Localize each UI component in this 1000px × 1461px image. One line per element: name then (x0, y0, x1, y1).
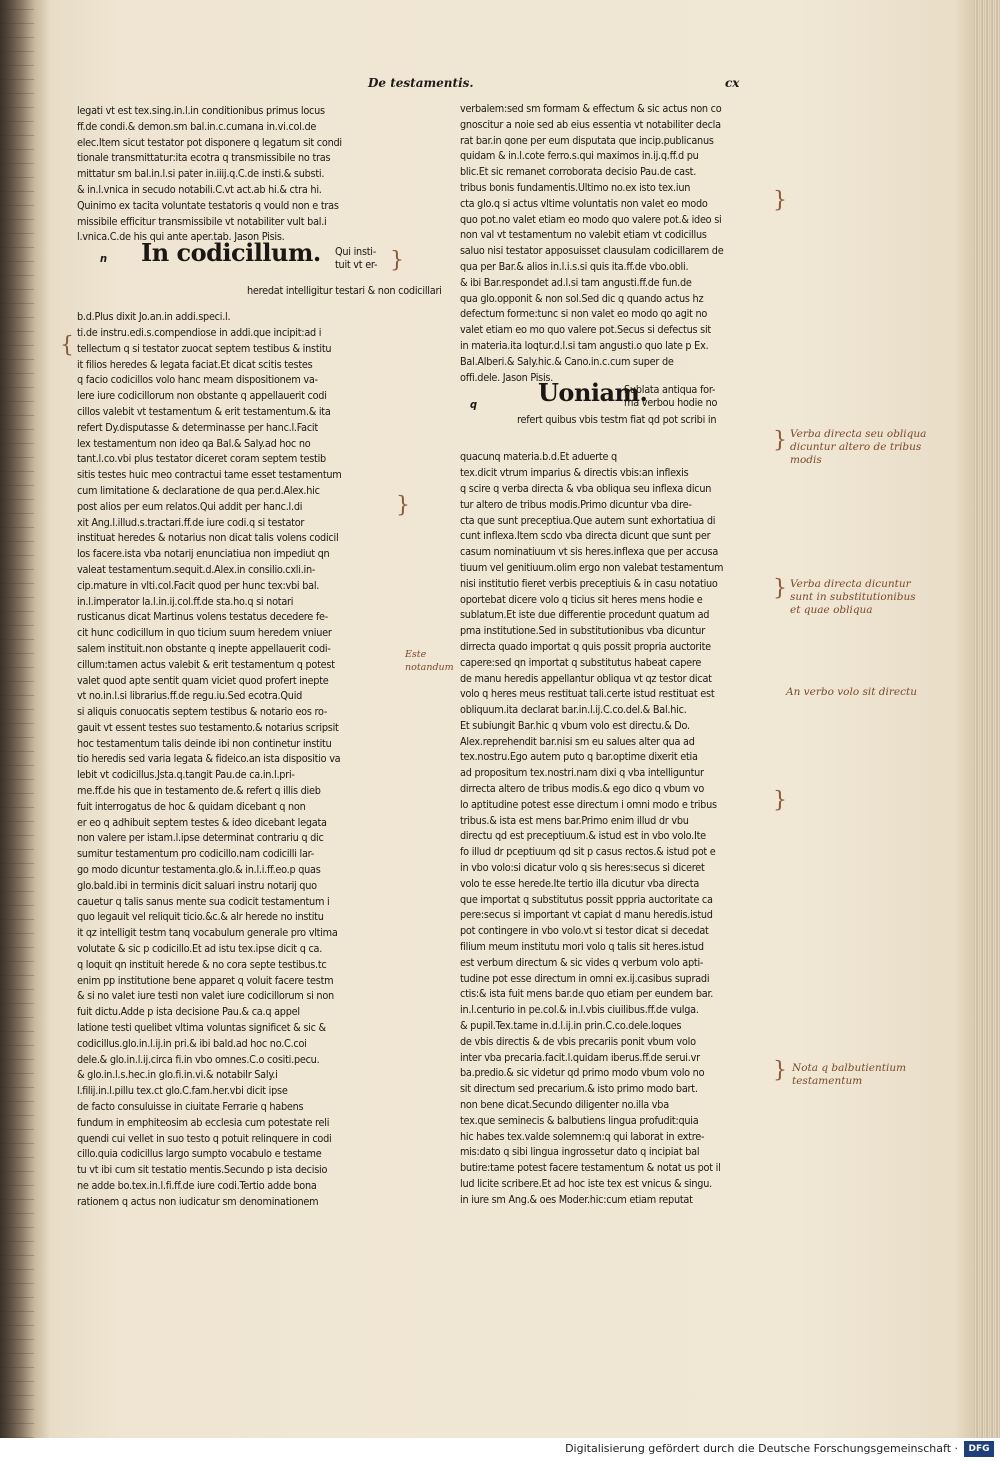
funding-credit: Digitalisierung gefördert durch die Deutsche Forschungsgemeinschaft · (565, 1442, 958, 1455)
text-line: in vbo volo:si dicatur volo q sis heres:secus si diceret (460, 861, 705, 875)
text-line: ctis:& ista fuit mens bar.de quo etiam per eundem bar. (460, 987, 714, 1001)
text-line: tionale transmittatur:ita ecotra q transmissibile no tras (77, 151, 331, 165)
rubric-side-text: Qui insti- tuit vt er- (335, 245, 378, 272)
text-line: Alex.reprehendit bar.nisi sm eu salues alter qua ad (460, 734, 695, 748)
left-bottom-lines (77, 309, 407, 1209)
text-line: Quinimo ex tacita voluntate testatoris q vould non e tras (77, 198, 339, 212)
text-line: & in.l.vnica in secudo notabili.C.vt act.ab hi.& ctra hi. (77, 182, 322, 196)
text-line: rusticanus dicat Martinus volens testatus decedere fe- (77, 610, 329, 624)
margin-bracket: } (773, 428, 787, 453)
text-line: rationem q actus non iudicatur sm denominationem (77, 1194, 319, 1208)
text-line: qua glo.opponit & non sol.Sed dic q quando actus hz (460, 291, 704, 305)
text-line: glo.bald.ibi in terminis dicit saluari instru notarij quo (77, 878, 317, 892)
margin-bracket: { (60, 333, 74, 358)
rubric-lead-letter: q (470, 398, 477, 412)
text-line: directu qd est preceptiuum.& istud est in vbo volo.Ite (460, 829, 706, 843)
text-line: verbalem:sed sm formam & effectum & sic actus non co (460, 102, 722, 115)
text-line: sit directum sed precarium.& isto primo modo bart. (460, 1082, 698, 1096)
text-line: fundum in emphiteosim ab ecclesia cum potestate reli (77, 1115, 330, 1129)
text-line: tio heredis sed varia legata & fideico.an ista dispositio va (77, 752, 341, 766)
text-line: de manu heredis appellantur obliqua vt qz testor dicat (460, 671, 712, 685)
text-line: Bal.Alberi.& Saly.hic.& Cano.in.c.cum super de (460, 354, 674, 368)
text-line: mis:dato q sibi lingua ingrossetur dato q incipiat bal (460, 1145, 700, 1159)
text-line: tiuum vel genitiuum.olim ergo non valebat testamentum (460, 560, 724, 574)
text-line: me.ff.de his que in testamento de.& refert q illis dieb (77, 784, 321, 798)
text-line: dirrecta altero de tribus modis.& ego dico q vbum vo (460, 782, 705, 796)
text-line: los facere.ista vba notarij enunciatiua non impediut qn (77, 547, 330, 561)
text-line: post alios per eum relatos.Qui addit per hanc.l.di (77, 499, 303, 513)
marginal-note-center: Este notandum (405, 649, 454, 673)
text-line: volo te esse herede.Ite tertio illa dicutur vba directa (460, 876, 700, 890)
text-line: dele.& glo.in.l.ij.circa fi.in vbo omnes.C.o cositi.pecu. (77, 1052, 320, 1066)
text-line: cillum:tamen actus valebit & erit testamentum q potest (77, 657, 335, 671)
text-line: instituat heredes & notarius non dicat talis volens codicil (77, 531, 339, 545)
text-line: tex.que seminecis & balbutiens lingua profudit:quia (460, 1113, 699, 1127)
rubric-side-text-2: refert quibus vbis testm fiat qd pot scribi in (517, 413, 717, 427)
text-line: in materia.ita loqtur.d.l.si tam angusti.o quo late p Ex. (460, 338, 709, 352)
text-line: gnoscitur a noie sed ab eius essentia vt notabiliter decla (460, 117, 721, 131)
rubric-lead-letter: n (100, 252, 107, 266)
text-line: tudine pot esse directum in omni ex.ij.casibus supradi (460, 971, 710, 985)
text-line: quo legauit vel reliquit ticio.&c.& alr herede no institu (77, 910, 324, 924)
right-text-column (460, 101, 775, 1208)
text-line: in.l.imperator la.l.in.ij.col.ff.de sta.ho.q si notari (77, 594, 294, 608)
text-line: q facio codicillos volo hanc meam dispositionem va- (77, 373, 318, 387)
left-top-lines (77, 103, 407, 245)
text-line: tex.dicit vtrum imparius & directis vbis:an inflexis (460, 466, 689, 480)
text-line: lud licite scribere.Et ad hoc iste tex est vnicus & singu. (460, 1177, 712, 1190)
text-line: oportebat dicere volo q ticius sit heres mens hodie e (460, 592, 703, 606)
text-line: que importat q substitutus possit pppria auctoritate ca (460, 892, 713, 906)
text-line: elec.Item sicut testator pot disponere q legatum sit condi (77, 135, 342, 149)
margin-bracket: } (773, 188, 787, 213)
marginal-note-2: Verba directa dicuntur sunt in substitutionibus et quae obliqua (790, 578, 916, 616)
text-line: valet quod apte sentit quam viciet quod profert inepte (77, 673, 329, 687)
text-line: valet etiam eo mo quo valere pot.Secus si defectus sit (460, 323, 711, 337)
text-line: cunt inflexa.Item scdo vba directa dicunt que sunt per (460, 529, 711, 543)
dfg-logo: DFG (964, 1441, 994, 1457)
text-line: ba.predio.& sic videtur qd primo modo vbum volo no (460, 1066, 705, 1080)
text-line: hic habes tex.valde solemnem:q qui laborat in extre- (460, 1129, 705, 1143)
text-line: volo q heres meus restituat tali.certe istud restituat est (460, 687, 715, 701)
text-line: go modo dicuntur testamenta.glo.& in.l.i.ff.eo.p quas (77, 863, 321, 877)
text-line: tribus bonis fundamentis.Ultimo no.ex isto tex.iun (460, 180, 691, 194)
text-line: obliquum.ita declarat bar.in.l.ij.C.co.del.& Bal.hic. (460, 703, 687, 717)
text-line: vt no.in.l.si librarius.ff.de regu.iu.Sed ecotra.Quid (77, 689, 303, 703)
text-line: est verbum directum & sic vides q verbum volo apti- (460, 955, 704, 969)
page-header (368, 76, 768, 96)
text-line: cillos valebit vt testamentum & erit testamentum.& ita (77, 404, 331, 418)
rubric-title: Uoniam. (538, 378, 648, 408)
text-line: ad propositum tex.nostri.nam dixi q vba intelliguntur (460, 766, 704, 780)
page-edges (974, 0, 1000, 1438)
text-line: dirrecta quado importat q quis possit propria auctorite (460, 639, 711, 653)
text-line: lex testamentum non ideo qa Bal.& Saly.ad hoc no (77, 436, 311, 450)
text-line: nisi institutio fieret verbis preceptiuis & in casu notatiuo (460, 576, 718, 590)
rubric-side-text: Sublata antiqua for- ma verbou hodie no (624, 383, 718, 410)
text-line: mittatur sm bal.in.l.si pater in.iiij.q.C.de insti.& substi. (77, 167, 325, 181)
text-line: b.d.Plus dixit Jo.an.in addi.speci.l. (77, 310, 231, 324)
text-line: l.filij.in.l.pillu tex.ct glo.C.fam.her.vbi dicit ipse (77, 1084, 288, 1098)
text-line: missibile efficitur transmissibile vt notabiliter vult bal.i (77, 214, 327, 228)
text-line: quendi cui vellet in suo testo q potuit relinquere in codi (77, 1131, 332, 1145)
text-line: er eo q adhibuit septem testes & ideo dicebant legata (77, 815, 327, 829)
rubric-in-codicillum (77, 238, 442, 309)
text-line: l.vnica.C.de his qui ante aper.tab. Jason Pisis. (77, 230, 285, 244)
text-line: cillo.quia codicillus largo sumpto vocabulo e testame (77, 1147, 322, 1161)
text-line: refert Dy.disputasse & determinasse per hanc.l.Facit (77, 420, 318, 434)
text-line: tu vt ibi cum sit testatio mentis.Secundo p ista decisio (77, 1163, 328, 1177)
margin-bracket: } (773, 1058, 787, 1083)
text-line: ti.de instru.edi.s.compendiose in addi.que incipit:ad i (77, 325, 322, 339)
text-line: tribus.& ista est mens bar.Primo enim illud dr vbu (460, 813, 689, 827)
text-line: ne adde bo.tex.in.l.fi.ff.de iure codi.Tertio adde bona (77, 1179, 317, 1192)
text-line: si aliquis conuocatis septem testibus & notario eos ro- (77, 705, 328, 719)
text-line: tex.nostru.Ego autem puto q bar.optime dixerit etia (460, 750, 698, 764)
folio-number: cx (725, 76, 740, 90)
text-line: & glo.in.l.s.hec.in glo.fi.in.vi.& notabilr Saly.i (77, 1068, 278, 1082)
text-line: cum limitatione & declaratione de qua per.d.Alex.hic (77, 483, 320, 497)
margin-bracket: } (390, 248, 404, 273)
text-line: fuit interrogatus de hoc & quidam dicebant q non (77, 799, 306, 813)
text-line: Et subiungit Bar.hic q vbum volo est directu.& Do. (460, 718, 690, 732)
text-line: q loquit qn instituit herede & no cora septe testibus.tc (77, 957, 327, 971)
rubric-title: In codicillum. (141, 238, 321, 268)
text-line: & si no valet iure testi non valet iure codicillorum si non (77, 989, 334, 1003)
text-line: tur altero de tribus modis.Primo dicuntur vba dire- (460, 497, 692, 511)
text-line: in iure sm Ang.& oes Moder.hic:cum etiam reputat (460, 1192, 693, 1206)
text-line: quacunq materia.b.d.Et aduerte q (460, 450, 617, 464)
margin-bracket: } (396, 493, 410, 518)
text-line: ff.de condi.& demon.sm bal.in.c.cumana in.vi.col.de (77, 119, 317, 133)
text-line: saluo nisi testator apposuisset clausulam codicillarem de (460, 244, 724, 258)
text-line: sublatum.Et iste due differentie procedunt quatum ad (460, 608, 710, 622)
text-line: cit hunc codicillum in quo ticium suum heredem vniuer (77, 626, 332, 640)
text-line: legati vt est tex.sing.in.l.in conditionibus primus locus (77, 104, 325, 117)
text-line: tant.l.co.vbi plus testator diceret coram septem testib (77, 452, 326, 466)
text-line: valeat testamentum.sequit.d.Alex.in consilio.cxli.in- (77, 562, 316, 576)
text-line: cip.mature in vlti.col.Facit quod per hunc tex:vbi bal. (77, 578, 320, 592)
text-line: fuit dictu.Adde p ista decisione Pau.& ca.q appel (77, 1005, 300, 1019)
text-line: defectum forme:tunc si non valet eo modo qo agit no (460, 307, 708, 321)
text-line: filium meum institutu mori volo q talis sit heres.istud (460, 940, 704, 954)
text-line: sumitur testamentum pro codicillo.nam codicilli lar- (77, 847, 314, 861)
text-line: pma institutione.Sed in substitutionibus vba dicuntur (460, 624, 705, 638)
text-line: butire:tame potest facere testamentum & notat us pot il (460, 1161, 721, 1175)
text-line: codicillus.glo.in.l.ij.in pri.& ibi bald.ad hoc no.C.coi (77, 1036, 307, 1050)
text-line: offi.dele. Jason Pisis. (460, 370, 554, 384)
text-line: pere:secus si important vt capiat d manu heredis.istud (460, 908, 713, 922)
marginal-note-3: An verbo volo sit directu (786, 686, 917, 698)
text-line: pot contingere in vbo volo.vt si testor dicat si decedat (460, 924, 709, 938)
running-title: De testamentis. (368, 76, 474, 90)
text-line: enim pp institutione bene apparet q voluit facere testm (77, 973, 334, 987)
text-line: & pupil.Tex.tame in.d.l.ij.in prin.C.co.dele.loques (460, 1019, 682, 1033)
text-line: tellectum q si testator zuocat septem testibus & institu (77, 341, 332, 355)
text-line: latione testi quelibet vltima voluntas significet & sic & (77, 1021, 326, 1035)
text-line: & ibi Bar.respondet ad.l.si tam angusti.ff.de fun.de (460, 275, 692, 289)
text-line: salem instituit.non obstante q inepte appellauerit codi- (77, 641, 331, 655)
text-line: casum nominatiuum vt sis heres.inflexa que per accusa (460, 545, 719, 559)
text-line: rat bar.in qone per eum disputata que incip.publicanus (460, 133, 714, 147)
text-line: fo illud dr pceptiuum qd sit p casus rectos.& istud pot e (460, 845, 716, 859)
text-line: it filios heredes & legata faciat.Et dicat scitis testes (77, 357, 313, 371)
margin-bracket: } (773, 576, 787, 601)
text-line: xit Ang.l.illud.s.tractari.ff.de iure codi.q si testator (77, 515, 305, 529)
margin-bracket: } (773, 788, 787, 813)
marginal-note-1: Verba directa seu obliqua dicuntur altero de tribus modis (790, 428, 927, 466)
text-line: in.l.centurio in pe.col.& in.l.vbis ciuilibus.ff.de vulga. (460, 1003, 699, 1017)
text-line: lo aptitudine potest esse directum i omni modo e tribus (460, 797, 717, 811)
text-line: volutate & sic p codicillo.Et ad istu tex.ipse dicit q ca. (77, 942, 323, 956)
right-bottom-lines (460, 449, 775, 1207)
text-line: non bene dicat.Secundo diligenter no.illa vba (460, 1098, 669, 1112)
book-binding (0, 0, 34, 1438)
text-line: hoc testamentum talis deinde ibi non continetur institu (77, 736, 332, 750)
right-top-lines (460, 101, 775, 385)
digitization-footer (0, 1438, 1000, 1461)
text-line: cta que sunt preceptiua.Que autem sunt exhortatiua di (460, 513, 716, 527)
text-line: lebit vt codicillus.Jsta.q.tangit Pau.de ca.in.l.pri- (77, 768, 295, 782)
rubric-quoniam (460, 378, 775, 449)
text-line: qua per Bar.& alios in.l.i.s.si quis ita.ff.de vbo.obli. (460, 259, 689, 273)
text-line: it qz intelligit testm tanq vocabulum generale pro vltima (77, 926, 338, 940)
text-line: capere:sed qn importat q substitutus habeat capere (460, 655, 702, 669)
text-line: q scire q verba directa & vba obliqua seu inflexa dicun (460, 481, 712, 495)
text-line: non valere per istam.l.ipse determinat contrariu q dic (77, 831, 324, 845)
text-line: de vbis directis & de vbis precariis ponit vbum volo (460, 1034, 696, 1048)
text-line: lere iure codicillorum non obstante q appellauerit codi (77, 389, 327, 403)
text-line: gauit vt essent testes suo testamento.& notarius scripsit (77, 720, 339, 734)
rubric-side-text-2: heredat intelligitur testari & non codicillari (247, 284, 442, 298)
text-line: de facto consuluisse in ciuitate Ferrarie q habens (77, 1100, 304, 1114)
text-line: inter vba precaria.facit.l.quidam iberus.ff.de serui.vr (460, 1050, 700, 1064)
text-line: quo pot.no valet etiam eo modo quo valere pot.& ideo si (460, 212, 722, 226)
text-line: cta glo.q si actus vltime voluntatis non valet eo modo (460, 196, 708, 210)
marginal-note-4: Nota q balbutientium testamentum (792, 1062, 907, 1087)
text-line: quidam & in.l.cote ferro.s.qui maximos in.ij.q.ff.d pu (460, 149, 699, 163)
text-line: non val vt testamentum no valebit etiam vt codicillus (460, 228, 707, 242)
text-line: blic.Et sic remanet corroborata decisio Pau.de cast. (460, 165, 697, 179)
text-line: cauetur q talis sanus mente sua codicit testamentum i (77, 894, 330, 908)
text-line: sitis testes huic meo contractui tame esset testamentum (77, 468, 342, 482)
